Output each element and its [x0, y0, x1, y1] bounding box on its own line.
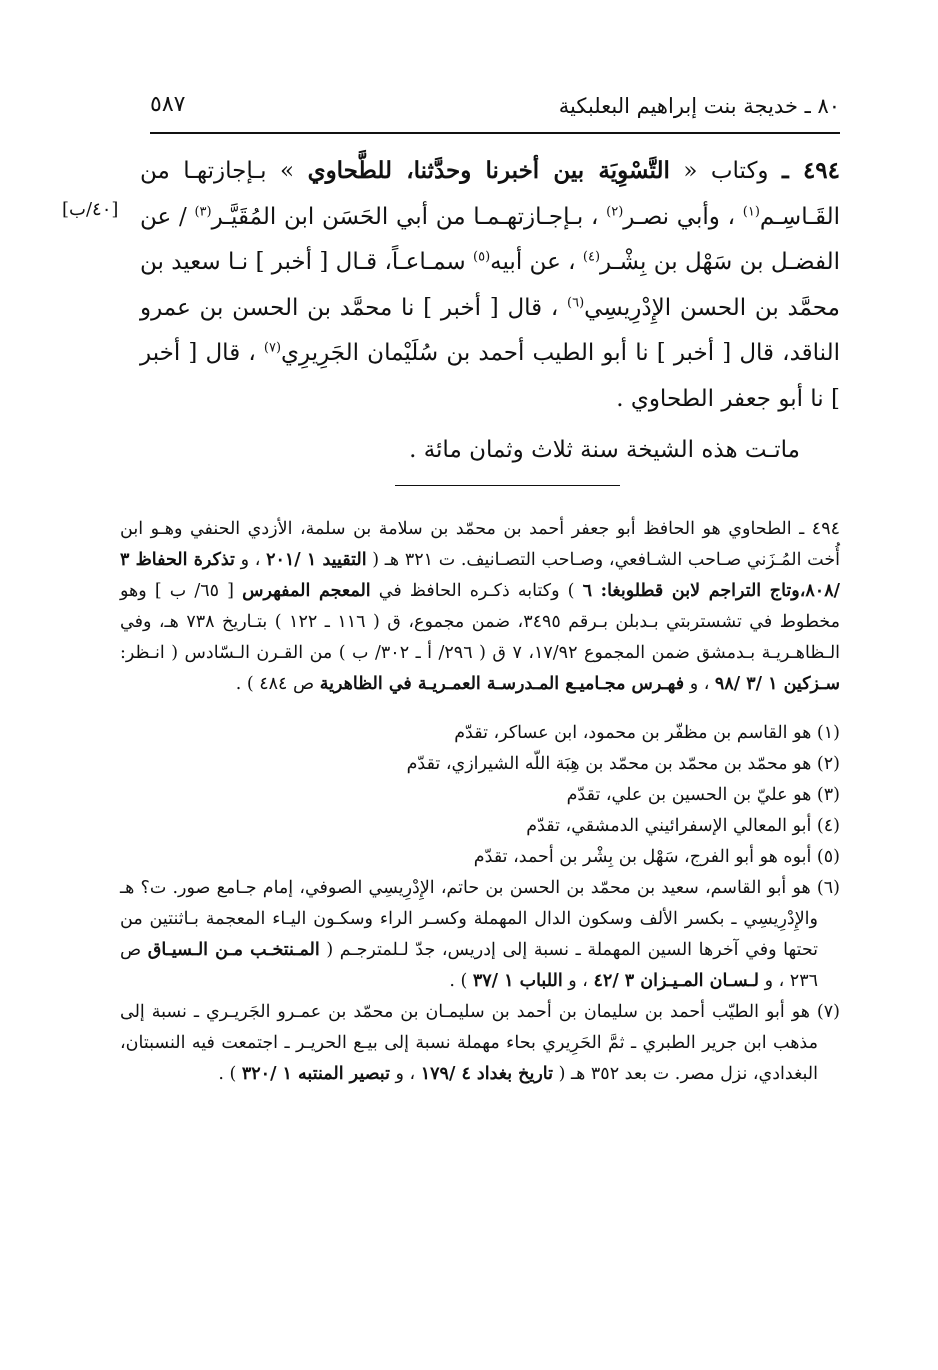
source-citation: المـنتخـب مـن الـسيـاق: [147, 940, 320, 960]
footnote-ref-5: (٥): [473, 249, 491, 265]
text-run: ، بـإجـازتهـمـا من أبي الحَسَن ابن المُقَيَّـر: [211, 203, 607, 230]
source-citation: تذكرة الحفاظ ٣ /٨٠٨،وتاج التراجم لابن قطلوبغا: ٦: [120, 550, 841, 601]
death-note: ماتـت هذه الشيخة سنة ثلاث وثمان مائة .: [409, 437, 800, 463]
text-run: ، قال [ أخبر ] نا أبو جعفر الطحاوي .: [140, 340, 840, 412]
source-citation: المعجم المفهرس: [242, 581, 371, 601]
manuscript-folio-marker: [٤٠/ب]: [62, 199, 119, 220]
text-run: (٧) هو أبو الطيّب أحمد بن سليمان بن أحمد بن سليمـان بن محمّد بن عمـرو الجَريـري ـ نسبة إلى مذهب ابن جرير الطبري ـ ثمَّ الحَرِيري بحاء مهملة نسبة إلى بيـع الحريـر ـ اجتمعت فيه النسبتان، البغدادي، نزل مصر. ت بعد ٣٥٢ هـ (: [120, 1002, 840, 1084]
text-run: [ ٦٥/ ب ] وهو مخطوط في تشستربتي بـدبلن بـرقم ٣٤٩٥، ضمن مجموع، ق ( ١١٦ ـ ١٢٢ ) بتـاريخ ٧٣٨ هـ، وفي الـظاهـريـة بـدمشق ضمن المجموع ١٧/٩٢، ٧ ق ( ٢٩٦/ أ ـ ٣٠٢/ ب ) من القـرن الـسّادس ( انـظر:: [120, 581, 841, 663]
text-run: ، و: [562, 971, 594, 991]
footnote-ref-4: (٤): [582, 249, 601, 265]
text-run: وكتاب «: [669, 158, 783, 184]
footnote-ref-1: (١): [742, 203, 760, 219]
text-run: ، وأبي نصـر: [623, 203, 743, 230]
footnote-ref-3: (٣): [194, 203, 212, 219]
header-rule: [150, 132, 840, 134]
entry-494-paragraph: [140, 148, 840, 422]
text-run: ص ٤٨٤ ) .: [235, 674, 320, 694]
text-run: (٦) هو أبو القاسم، سعيد بن محمّد بن الحسن بن حاتم، الإِدْرِيسِي الصوفي، إمام جـامع صور. ت؟ هـ والإِدْرِيسِي ـ بكسر الألف وسكون الدال المهملة وكسـر الراء وسكـون اليـاء المعجمة بـاثنتين من تحتها وفي آخرها السين المهملة ـ نسبة إلى إدريس، جدّ لـلمترجـم (: [120, 878, 840, 960]
text-run: ) .: [449, 971, 473, 991]
text-run: / عن الفضـل بن سَهْل بن بِشْـر: [140, 203, 841, 275]
page-header: [150, 86, 840, 126]
text-run: » بـإجازتهـا من القَـاسِـم: [140, 158, 840, 230]
source-citation: لـسـان المـيـزان ٣ /٤٢: [593, 971, 759, 991]
footnote-1: (١) هو القاسم بن مظفّر بن محمود، ابن عساكر، تقدّم: [454, 723, 840, 743]
entry-number: ٤٩٤ ـ: [782, 157, 841, 184]
footnote-separator: [395, 485, 620, 486]
page-number: ٥٨٧: [150, 92, 186, 117]
running-title: ٨٠ ـ خديجة بنت إبراهيم البعلبكية: [558, 94, 840, 118]
footnote-ref-2: (٢): [606, 203, 624, 219]
source-citation: اللباب ١ /٣٧: [472, 971, 563, 991]
book-title: التَّسْوِيَة بين أخبرنا وحدَّثنا، للطَّحاوي: [307, 157, 670, 184]
source-citation: التقييد ١ /٢٠١: [266, 550, 367, 570]
source-citation: فهـرس مجـاميـع المـدرسـة العمـريـة في الظاهرية: [319, 674, 685, 694]
footnote-2: (٢) هو محمّد بن محمّد بن محمّد بن هِبَة اللّه الشيرازي، تقدّم: [406, 754, 840, 774]
text-run: ٤٩٤ ـ الطحاوي هو الحافظ أبو جعفر أحمد بن محمّد بن سلامة بن سلمة، الأزدي الحنفي وهـو ابن أُخت المُـزَني صـاحب الشـافعي، وصـاحب التصـانيف. ت ٣٢١ هـ (: [120, 519, 841, 570]
footnote-ref-6: (٦): [567, 294, 585, 310]
footnote-494: [120, 514, 840, 700]
text-run: ، عن أبيه: [490, 249, 583, 275]
source-citation: تبصير المنتبه ١ /٣٢٠: [241, 1064, 390, 1084]
text-run: ) وكتابه ذكـره الحافظ في: [370, 581, 583, 601]
source-citation: سـزكين ١ /٣ /٩٨: [714, 674, 840, 694]
footnote-4: (٤) أبو المعالي الإسفرائيني الدمشقي، تقدّم: [526, 816, 840, 836]
footnote-ref-7: (٧): [263, 340, 282, 356]
footnote-7: [120, 997, 840, 1090]
text-run: ) .: [218, 1064, 242, 1084]
footnote-5: (٥) أبوه هو أبو الفرج، سَهْل بن بِشْر بن أحمد، تقدّم: [473, 847, 840, 867]
text-run: ، قال [ أخبر ] نا محمَّد بن الحسن بن عمرو الناقد، قال [ أخبر ] نا أبو الطيب أحمد بن سُلَيْمان الجَرِيرِي: [140, 294, 841, 366]
text-run: ، و: [234, 550, 267, 570]
footnote-3: (٣) هو عليّ بن الحسين بن علي، تقدّم: [566, 785, 840, 805]
source-citation: تاريخ بغداد ٤ /١٧٩: [420, 1064, 554, 1084]
main-text: [140, 148, 840, 474]
text-run: ص ٢٣٦ ، و: [120, 940, 818, 991]
text-run: سمـاعـاً، قـال [ أخبر ] نـا سعيد بن محمَّد بن الحسن الإِدْرِيسِي: [140, 249, 840, 321]
text-run: ، و: [684, 674, 715, 694]
text-run: ، و: [389, 1064, 421, 1084]
footnote-6: [120, 873, 840, 997]
footnotes-section: [120, 514, 840, 1090]
